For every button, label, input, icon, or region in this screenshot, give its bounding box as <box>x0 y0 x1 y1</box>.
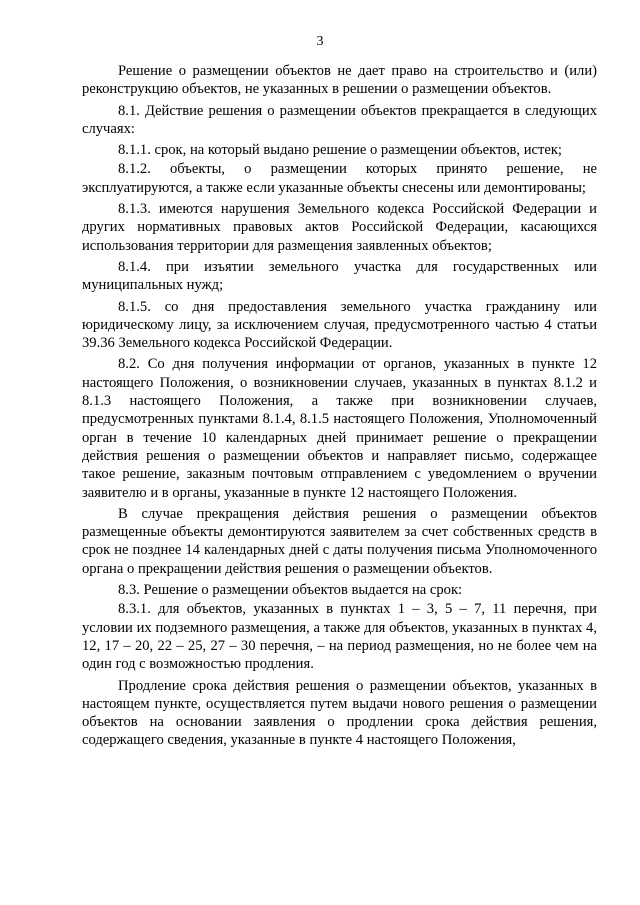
paragraph-8-1-4: 8.1.4. при изъятии земельного участка для государственных или муниципальных нужд; <box>82 258 597 294</box>
paragraph-8-3: 8.3. Решение о размещении объектов выдается на срок: <box>118 582 463 599</box>
paragraph-intro: Решение о размещении объектов не дает право на строительство и (или) реконструкцию объектов, не указанных в решении о размещении объектов. <box>82 63 597 98</box>
paragraph-extension: Продление срока действия решения о размещении объектов, указанных в настоящем пункте, осуществляется путем выдачи нового решения о размещении объектов на основании заявления о продлении срока действия решения, содержащего сведения, указанные в пункте 4 настоящего Положения, <box>82 677 597 749</box>
paragraph-termination-case: В случае прекращения действия решения о размещении объектов размещенные объекты демонтируются заявителем за счет собственных средств в срок не позднее 14 календарных дней с даты получения письма Уполномоченного органа о прекращении действия решения о размещении объектов. <box>82 505 597 577</box>
paragraph-8-1-1: 8.1.1. срок, на который выдано решение о размещении объектов, истек; <box>118 142 562 159</box>
paragraph-8-2: 8.2. Со дня получения информации от органов, указанных в пункте 12 настоящего Положения, о возникновении случаев, указанных в пунктах 8.1.2 и 8.1.3 настоящего Положения, а также при возникновении случаев, предусмотренных пунктами 8.1.4, 8.1.5 настоящего Положения, Уполномоченный орган в течение 10 календарных дней принимает решение о прекращении действия решения о размещении объектов и направляет письмо, содержащее такое решение, заказным почтовым отправлением с уведомлением о вручении заявителю и в органы, указанные в пункте 12 настоящего Положения. <box>82 356 597 501</box>
document-body <box>82 62 597 753</box>
paragraph-8-1-2: 8.1.2. объекты, о размещении которых принято решение, не эксплуатируются, а также если указанные объекты снесены или демонтированы; <box>82 161 597 196</box>
paragraph-8-3-1: 8.3.1. для объектов, указанных в пунктах 1 – 3, 5 – 7, 11 перечня, при условии их подземного размещения, а также для объектов, указанных в пунктах 4, 12, 17 – 20, 22 – 25, 27 – 30 перечня, – на период размещения, но не более чем на один год с возможностью продления. <box>82 601 597 673</box>
page-number: 3 <box>316 34 324 49</box>
paragraph-8-1: 8.1. Действие решения о размещении объектов прекращается в следующих случаях: <box>82 102 597 137</box>
paragraph-8-1-5: 8.1.5. со дня предоставления земельного участка гражданину или юридическому лицу, за исключением случая, предусмотренного частью 4 статьи 39.36 Земельного кодекса Российской Федерации. <box>82 298 597 352</box>
paragraph-8-1-3: 8.1.3. имеются нарушения Земельного кодекса Российской Федерации и других нормативных правовых актов Российской Федерации, касающихся использования территории для размещения заявленных объектов; <box>82 201 597 254</box>
